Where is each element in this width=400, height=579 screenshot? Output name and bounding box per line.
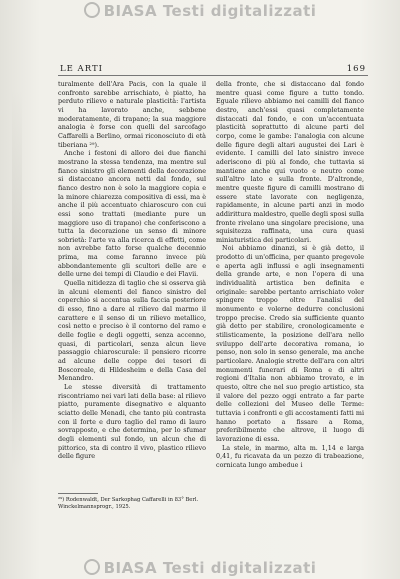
running-title: LE ARTI [60,64,103,74]
binding-shadow [12,90,22,470]
library-logo-icon [84,2,100,18]
watermark-text: BIASA Testi digitalizzati [103,559,317,577]
watermark-bottom [0,559,400,577]
left-column [58,80,206,461]
paragraph: Le stesse diversità di trattamento riscontriamo nei vari lati della base: al rilievo piatto, puramente disegnativo e alquanto sciatto delle Menadi, che tanto più contrasta con il forte e duro taglio del ramo di lauro sovrapposto, e che determina, per lo sfumar degli elementi sul fondo, un alcun che di pittorico, sta di contro il vivo, plastico rilievo delle figure [58,382,206,461]
paragraph: turalmente dell'Ara Pacis, con la quale il confronto sarebbe arrischiato, è piatto, ha perduto rilievo e naturale plasticità: l'artista vi ha lavorato anche, sebbene moderatamente, di trapano; la sua maggiore analogia è forse con quelli del sarcofago Caffarelli a Berlino, ormai riconosciuto di età tiberiana ²⁹). [58,80,206,149]
paragraph: Noi abbiamo dinanzi, si è già detto, il prodotto di un'officina, per quanto pregevole e aperta agli influssi e agli insegnamenti della grande arte, e non l'opera di una individualità artistica ben definita e originale: sarebbe pertanto arrischiato voler spingere troppo oltre l'analisi del monumento e volerne dedurre conclusioni troppo precise. Credo sia sufficiente quanto già detto per stabilire, cronologicamente e stilisticamente, la posizione dell'ara nello sviluppo dell'arte decorativa romana, io penso, non solo in senso generale, ma anche particolare. Analogie strette dell'ara con altri monumenti funerari di Roma e di altri regioni d'Italia non abbiamo trovato, e in questo, oltre che nel suo pregio artistico, sta il valore del pezzo oggi entrato a far parte delle collezioni del Museo delle Terme: tuttavia i confronti e gli accostamenti fatti mi hanno portato a fissare a Roma, preferibilmente che altrove, il luogo di lavorazione di essa. [216,244,364,443]
right-column [216,80,364,470]
watermark-top [0,2,400,20]
paragraph: Quella nitidezza di taglio che si osserva già in alcuni elementi del fianco sinistro del coperchio si accentua sulla faccia posteriore di esso, fino a dare al rilievo dal marmo il carattere e il senso di un rilievo metallico, così netto e preciso è il contorno del ramo e delle foglie e degli oggetti, senza accenno, quasi, di particolari, senza alcun lieve passaggio chiaroscurale: il pensiero ricorre ad alcune delle coppe dei tesori di Boscoreale, di Hildesheim e della Casa del Menandro. [58,279,206,383]
footnote-text: ²⁹) Rodenwaldt, Der Sarkophag Caffarelli in 83° Berl. Winckelmannsprogr., 1925. [58,497,199,510]
library-logo-icon [84,559,100,575]
header-rule [58,75,368,76]
footnote [58,493,206,510]
page-number: 169 [346,64,366,74]
paragraph: della fronte, che si distaccano dal fondo mentre quasi come figure a tutto tondo. Eguale rilievo abbiamo nei camilli del fianco destro, anch'essi quasi completamente distaccati dal fondo, e con un'accentuata plasticità soprattutto di alcune parti del corpo, come le gambe: l'analogia con alcune delle figure degli altari augustei dei Lari è evidente. I camilli del lato sinistro invece aderiscono di più al fondo, che tuttavia si mantiene anche qui vuoto e neutro come sull'altro lato e sulla fronte. D'altronde, mentre queste figure di camilli mostrano di essere state lavorate con negligenza, rapidamente, in alcune parti anzi in modo addirittura maldestro, quelle degli sposi sulla fronte rivelano una singolare precisione, una squisitezza raffinata, una cura quasi miniaturistica dei particolari. [216,80,364,244]
watermark-text: BIASA Testi digitalizzati [103,2,317,20]
paragraph: La stele, in marmo, alta m. 1,14 e larga 0,41, fu ricavata da un pezzo di trabeazione, cornicata lungo ambedue i [216,443,364,469]
paragraph: Anche i festoni di alloro dei due fianchi mostrano la stessa tendenza, ma mentre sul fianco sinistro gli elementi della decorazione si distaccano ancora netti dal fondo, sul fianco destro non è solo la maggiore copia e la minore chiarezza compositiva di essi, ma è anche il più accentuato chiaroscuro con cui essi sono trattati (mediante pure un maggiore uso di trapano) che conferiscono a tutta la decorazione un senso di minore sobrietà: l'arte va alla ricerca di effetti, come non avrebbe fatto forse qualche decennio prima, ma come faranno invece più abbondantemente gli scultori delle are e delle urne dei tempi di Claudio e dei Flavii. [58,149,206,279]
footnote-rule [58,493,98,494]
